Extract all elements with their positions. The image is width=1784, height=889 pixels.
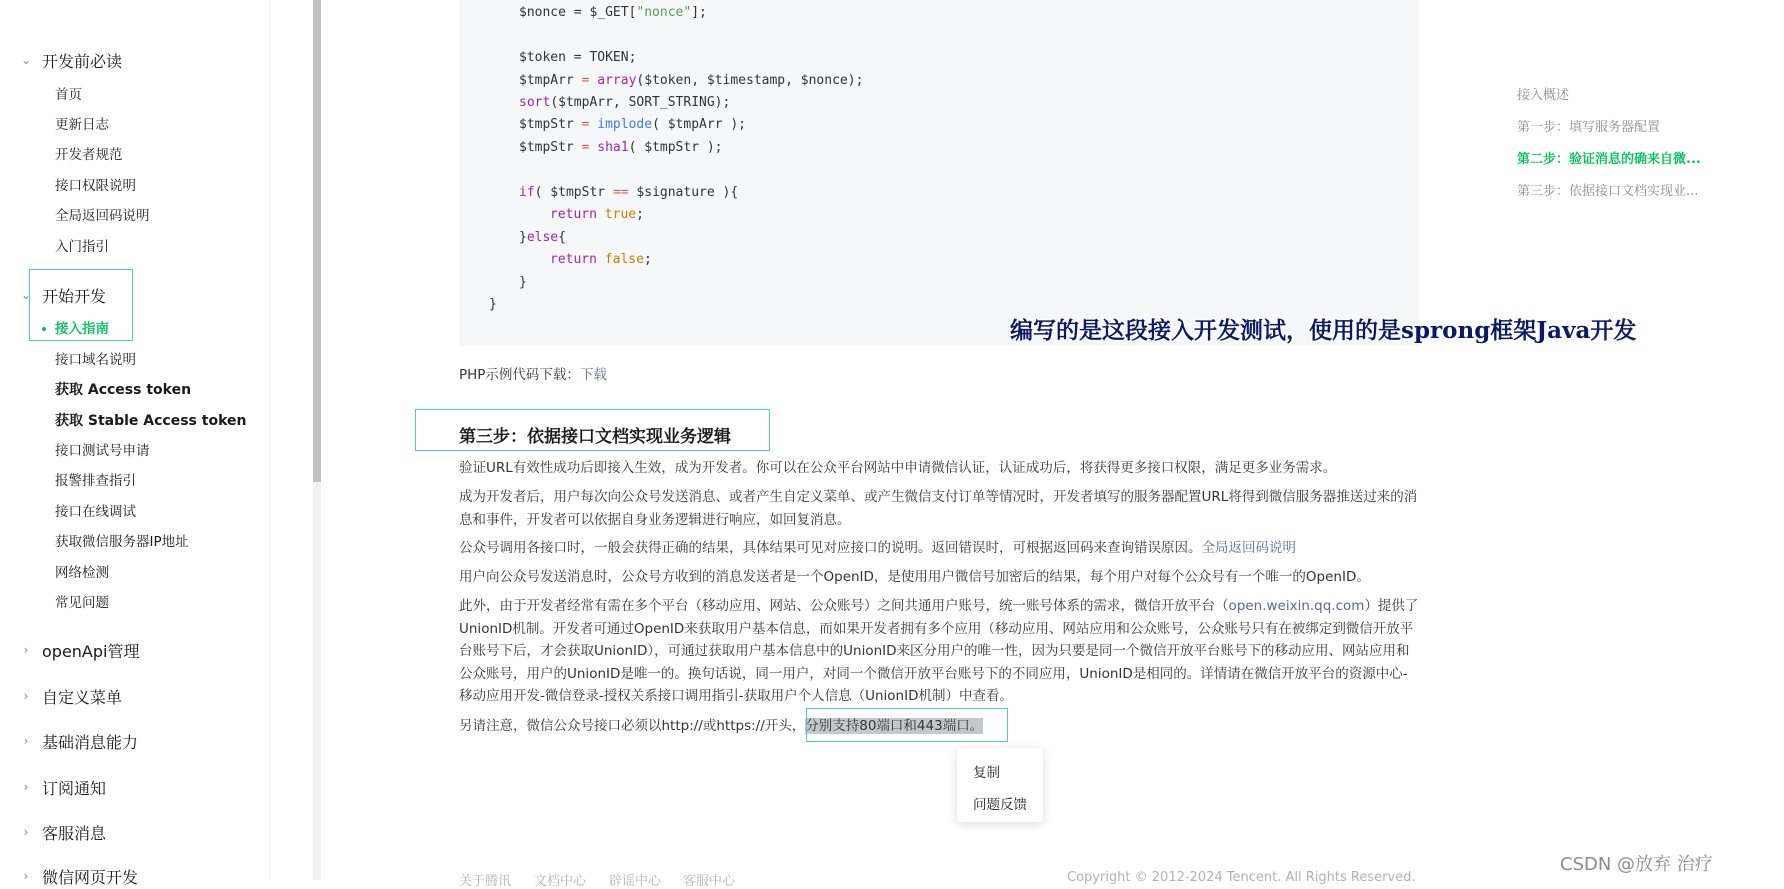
code-line: $token = TOKEN; [519,50,637,65]
download-link[interactable]: 下载 [579,367,607,383]
paragraph: 验证URL有效性成功后即接入生效，成为开发者。你可以在公众平台网站中申请微信认证，认证成功后，将获得更多接口权限，满足更多业务需求。 [459,460,1337,476]
code-line: if( $tmpStr == $signature ){ [519,185,739,200]
sidebar-item-dev-spec[interactable]: 开发者规范 [55,147,123,163]
sidebar-group-custom-menu[interactable] [18,684,122,708]
sidebar-item-online-debug[interactable]: 接口在线调试 [55,504,136,520]
code-line: $tmpStr = sha1( $tmpStr ); [519,140,723,155]
return-codes-link[interactable]: 全局返回码说明 [1201,540,1296,556]
scrollbar-thumb[interactable] [313,0,321,482]
sidebar-group-label: 开始开发 [42,286,107,306]
sidebar-group-basic-messages[interactable] [18,729,138,753]
paragraph: 此外，由于开发者经常有需在多个平台（移动应用、网站、公众账号）之间共通用户账号，统一账号体系的需求，微信开放平台（open.weixin.qq.com）提供了UnionID机制。开发者可通过OpenID来获取用户基本信息，而如果开发者拥有多个应用（移动应用、网站应用和公众账号，公众账号只有在被绑定到微信开放平台账号下后，才会获取UnionID），可通过获取用户基本信息中的UnionID来区分用户的唯一性，因为只要是同一个微信开放平台账号下的移动应用、网站应用和公众账号，用户的UnionID是唯一的。换句话说，同一用户，对同一个微信开放平台账号下的不同应用，UnionID是相同的。详情请在微信开放平台的资源中心-移动应用开发-微信登录-授权关系接口调用指引-获取用户个人信息（UnionID机制）中查看。 [459,598,1419,704]
sidebar-item-return-codes[interactable]: 全局返回码说明 [55,208,150,224]
sidebar-item-test-account[interactable]: 接口测试号申请 [55,443,150,459]
toc-item-step3[interactable]: 第三步：依据接口文档实现业... [1517,184,1699,199]
sidebar-item-access-token[interactable]: 获取 Access token [55,382,192,398]
sidebar-item-home[interactable]: 首页 [55,87,82,103]
footer-link-about[interactable]: 关于腾讯 [459,874,512,889]
toc-item-overview[interactable]: 接入概述 [1517,88,1570,103]
sidebar-scrollbar[interactable] [313,0,321,880]
sidebar-group-label: openApi管理 [42,641,140,661]
sidebar-group-label: 开发前必读 [42,51,123,71]
chevron-down-icon: ⌄ [20,288,32,302]
code-line: $nonce = $_GET["nonce"]; [519,5,707,20]
chevron-right-icon: › [23,734,29,748]
sidebar-group-customer-service[interactable] [18,820,106,844]
sidebar-group-web-dev[interactable] [18,864,138,888]
paragraph: 公众号调用各接口时，一般会获得正确的结果，具体结果可见对应接口的说明。返回错误时，可根据返回码来查询错误原因。全局返回码说明 [459,540,1296,556]
sidebar-group-label: 微信网页开发 [42,867,139,887]
sidebar-item-changelog[interactable]: 更新日志 [55,117,109,133]
download-label: PHP示例代码下载： [459,367,580,383]
paragraph: 用户向公众号发送消息时，公众号方收到的消息发送者是一个OpenID，是使用用户微信号加密后的结果，每个用户对每个公众号有一个唯一的OpenID。 [459,569,1370,585]
annotation-box [806,708,1008,742]
sidebar-item-server-ip[interactable]: 获取微信服务器IP地址 [55,534,189,550]
chevron-right-icon: › [23,780,29,794]
paragraph: 另请注意，微信公众号接口必须以http://或https://开头，分别支持80端口和443端口。 [459,718,984,734]
sidebar-item-permissions[interactable]: 接口权限说明 [55,178,136,194]
sidebar-item-stable-access-token[interactable]: 获取 Stable Access token [55,413,247,429]
code-line: return false; [550,252,652,267]
php-code-block [459,0,1419,346]
context-menu-feedback[interactable]: 问题反馈 [973,797,1027,813]
sidebar-item-network-check[interactable]: 网络检测 [55,565,109,581]
section-title-step3: 第三步：依据接口文档实现业务逻辑 [459,427,731,447]
sidebar-item-alarm[interactable]: 报警排查指引 [55,473,136,489]
toc-item-step1[interactable]: 第一步：填写服务器配置 [1517,120,1661,135]
footer-copyright: Copyright © 2012-2024 Tencent. All Rights Reserved. [1067,870,1416,885]
chevron-right-icon: › [23,689,29,703]
annotation-box [29,269,133,341]
sidebar-group-label: 基础消息能力 [42,732,139,752]
chevron-down-icon: ⌄ [20,53,32,67]
sidebar-item-getting-started[interactable]: 入门指引 [55,239,109,255]
footer-link-support[interactable]: 客服中心 [683,874,736,889]
sidebar-group-openapi[interactable] [18,638,139,662]
sidebar-group-label: 订阅通知 [42,778,107,798]
sidebar-item-faq[interactable]: 常见问题 [55,595,109,611]
sidebar-group-before-dev[interactable] [18,48,122,72]
context-menu-copy[interactable]: 复制 [973,765,1000,781]
code-line: } [519,275,527,290]
sidebar-group-label: 客服消息 [42,823,107,843]
download-line [459,363,607,383]
toc-item-step2[interactable]: 第二步：验证消息的确来自微... [1517,152,1701,167]
sidebar-item-domains[interactable]: 接口域名说明 [55,352,136,368]
footer-link-rumor[interactable]: 辟谣中心 [609,874,662,889]
context-menu [957,748,1043,822]
annotation-overlay-text: 编写的是这段接入开发测试，使用的是sprong框架Java开发 [1010,317,1637,344]
sidebar-group-label: 自定义菜单 [42,687,123,707]
code-line: }else{ [519,230,566,245]
chevron-right-icon: › [23,825,29,839]
sidebar-nav [0,0,270,887]
code-line: } [489,297,497,312]
code-line: sort($tmpArr, SORT_STRING); [519,95,731,110]
paragraph: 成为开发者后，用户每次向公众号发送消息、或者产生自定义菜单、或产生微信支付订单等情况时，开发者填写的服务器配置URL将得到微信服务器推送过来的消息和事件，开发者可以依据自身业务逻辑进行响应，如回复消息。 [459,489,1418,528]
csdn-watermark: CSDN @放弃 治疗 [1560,854,1713,875]
sidebar-item-label: 接入指南 [55,321,109,337]
code-line: $tmpStr = implode( $tmpArr ); [519,117,746,132]
code-line: return true; [550,207,644,222]
open-platform-link[interactable]: open.weixin.qq.com [1228,598,1365,614]
footer-link-docs[interactable]: 文档中心 [534,874,587,889]
chevron-right-icon: › [23,643,29,657]
code-line: $tmpArr = array($token, $timestamp, $nonce); [519,73,864,88]
sidebar-group-subscribe[interactable] [18,775,106,799]
selected-text[interactable]: 分别支持80端口和443端口。 [805,718,984,734]
chevron-right-icon: › [23,869,29,883]
